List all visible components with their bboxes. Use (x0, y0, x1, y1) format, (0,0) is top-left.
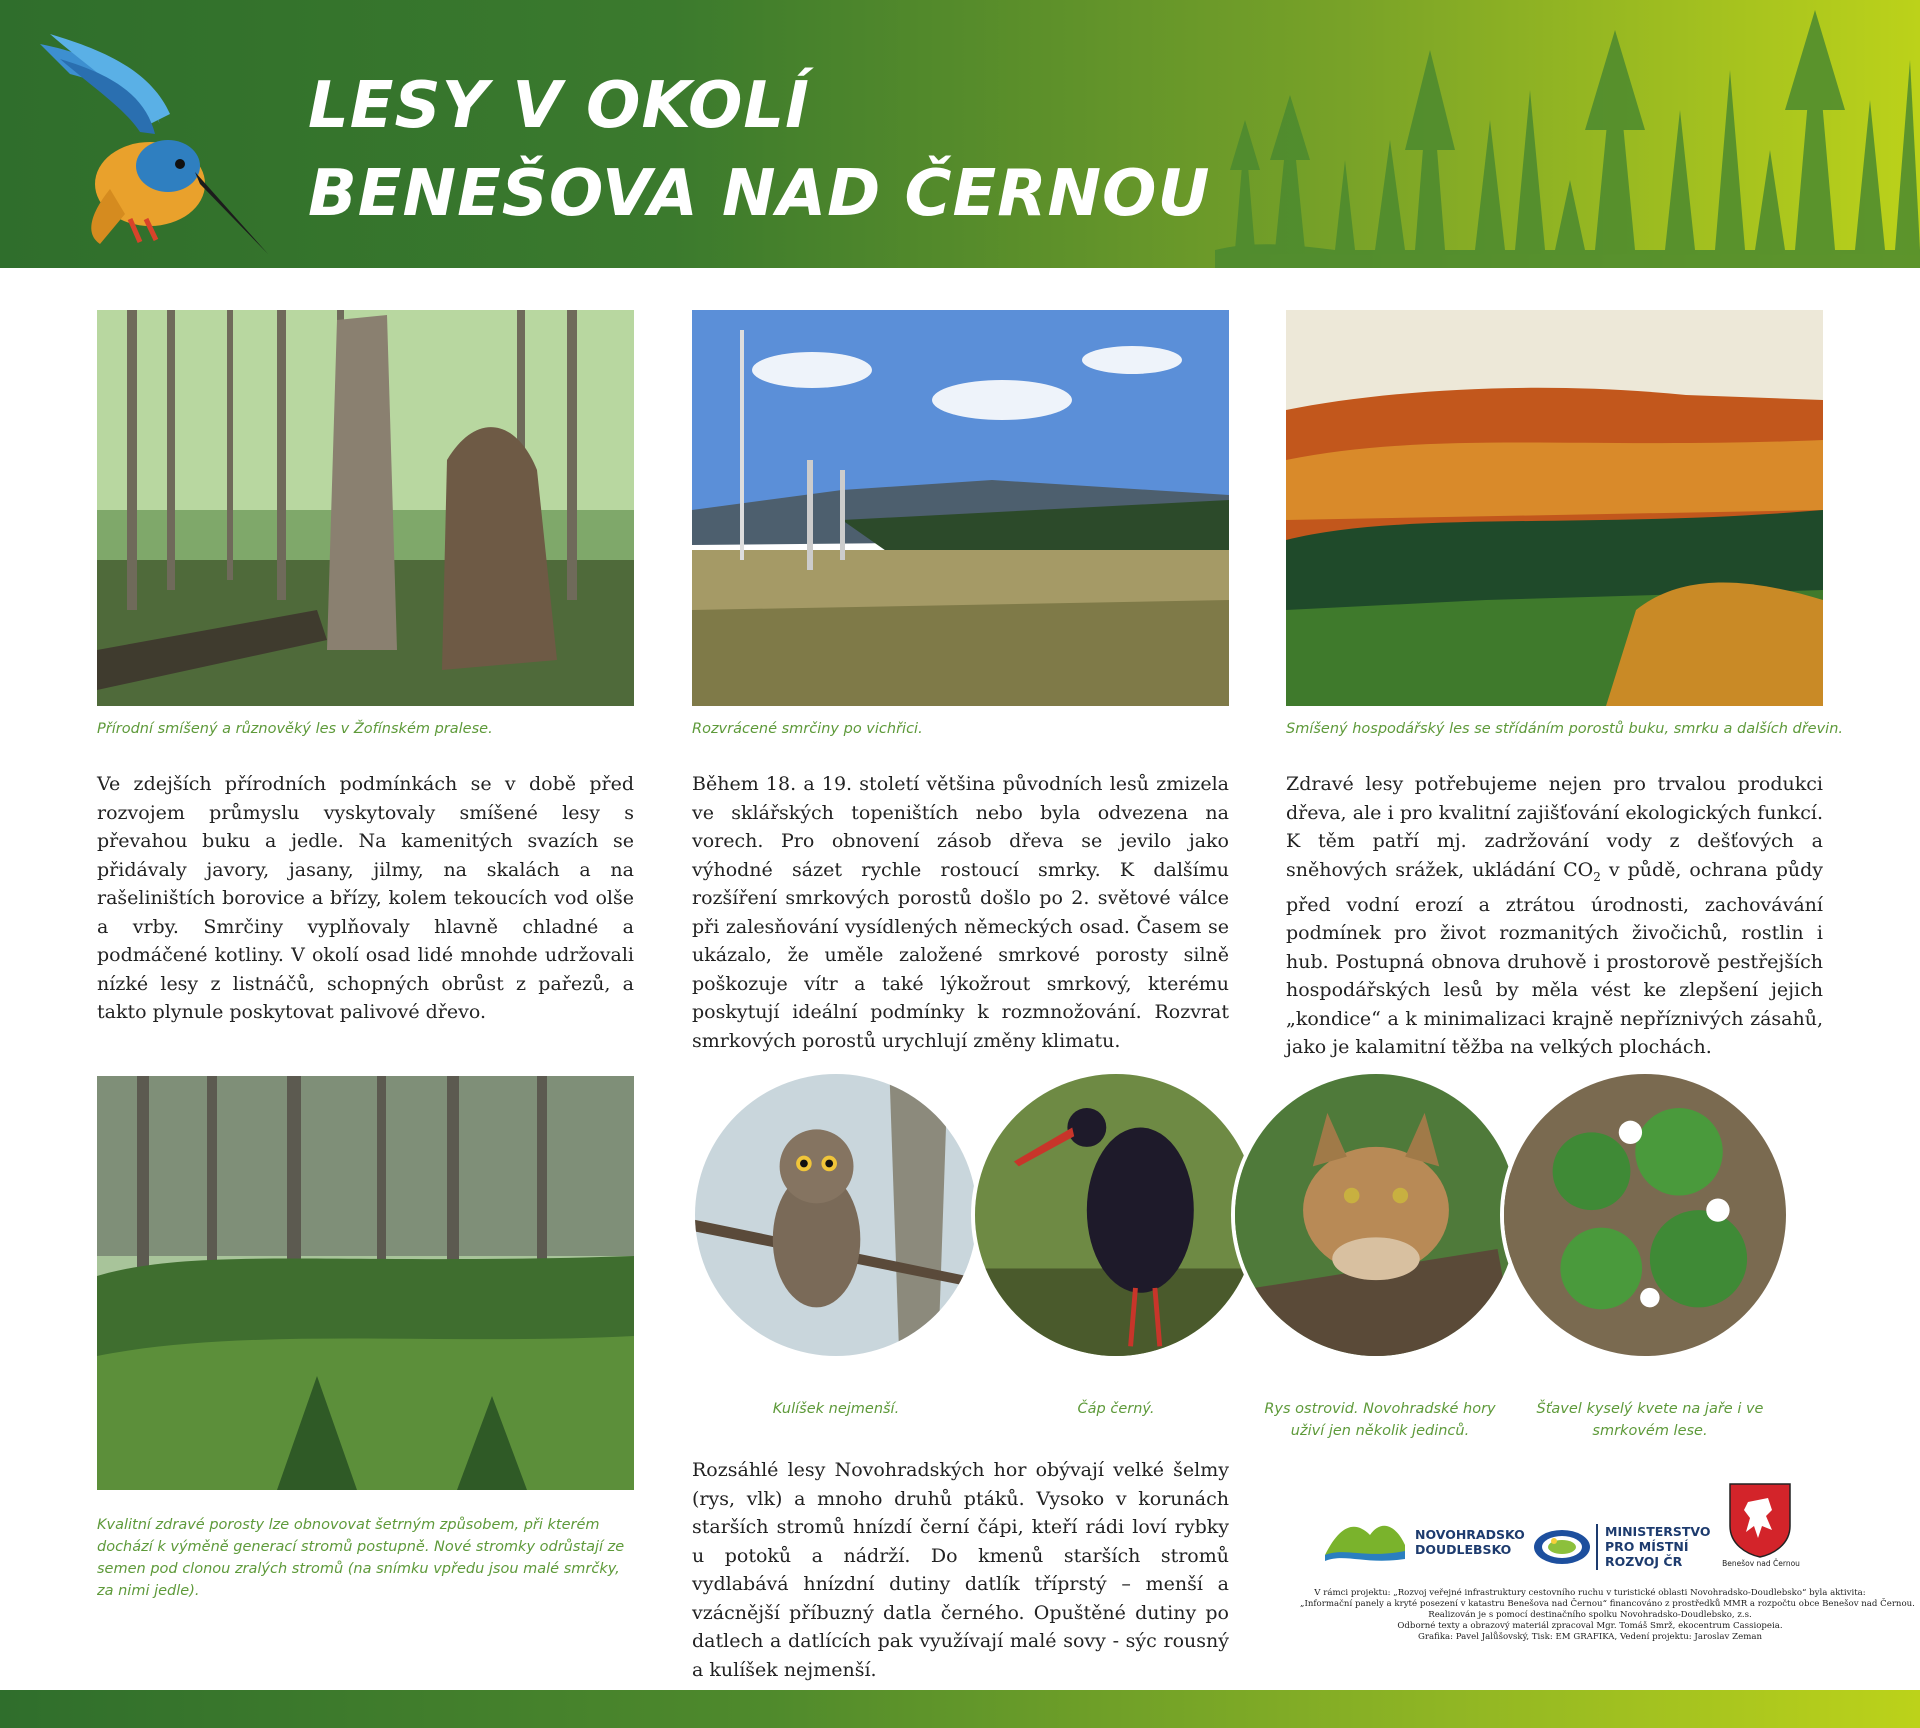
forest-regeneration-image (97, 1076, 634, 1490)
credits-line-1: V rámci projektu: „Rozvoj veřejné infrastruktury cestovního ruchu v turistické oblasti Novohradsko-Doudlebsko“ byla aktivita: (1314, 1588, 1866, 1598)
novohradsko-line2: DOUDLEBSKO (1415, 1542, 1512, 1557)
project-credits (1300, 1588, 1915, 1643)
credits-line-3: Realizován je s pomocí destinačního spolku Novohradsko-Doudlebsko, z.s. (1428, 1610, 1752, 1620)
credits-line-4: Odborné texty a obrazový materiál zpracoval Mgr. Tomáš Smrž, ekocentrum Cassiopeia. (1397, 1621, 1783, 1631)
novohradsko-logo-text (1415, 1527, 1525, 1557)
mmr-line2: PRO MÍSTNÍ (1605, 1539, 1689, 1554)
caption-windthrow: Rozvrácené smrčiny po vichřici. (692, 721, 923, 737)
photo-mixed-forest (1286, 310, 1823, 706)
lynx-photo-icon (1235, 1074, 1517, 1356)
mmr-logo-text (1605, 1524, 1711, 1569)
novohradsko-logo-icon (1325, 1515, 1405, 1565)
caption-mixed-forest: Smíšený hospodářský les se střídáním porostů buku, smrku a dalších dřevin. (1286, 721, 1844, 737)
primeval-forest-image (97, 310, 634, 706)
text-wildlife: Rozsáhlé lesy Novohradských hor obývají velké šelmy (rys, vlk) a mnoho druhů ptáků. Vysoko v korunách starších stromů hnízdí černí čápi, kteří rádi loví rybky u potoků a nádrží. Do kmenů starších stromů vydlabává hnízdní dutiny datlík tříprstý – menší a vzácnější příbuzný datla černého. Opuštěné dutiny po datlech a datlících pak využívají malé sovy - sýc rousný a kulíšek nejmenší. (692, 1459, 1229, 1681)
caption-regeneration: Kvalitní zdravé porosty lze obnovovat šetrným způsobem, při kterém dochází k výměně generací stromů postupně. Nové stromky odrůstají ze semen pod clonou zralých stromů (na snímku vpředu jsou malé smrčky, za nimi jedle). (97, 1517, 625, 1599)
novohradsko-line1: NOVOHRADSKO (1415, 1527, 1525, 1542)
mmr-line3: ROZVOJ ČR (1605, 1554, 1683, 1569)
text-healthy-forests-part1: Zdravé lesy potřebujeme nejen pro trvalou produkci dřeva, ale i pro kvalitní zajišťování ekologických funkcí. K těm patří mj. zadržování vody z dešťových a sněhových srážek, ukládání CO (1286, 773, 1823, 881)
co2-subscript: 2 (1593, 869, 1601, 884)
circle-lynx (1231, 1070, 1521, 1360)
caption-primeval-forest: Přírodní smíšený a různověký les v Žofínském pralese. (97, 721, 493, 737)
mmr-line1: MINISTERSTVO (1605, 1524, 1711, 1539)
caption-stork: Čáp černý. (1077, 1401, 1155, 1417)
circle-stork (971, 1070, 1261, 1360)
footer-bar (0, 1690, 1920, 1728)
caption-owl: Kulíšek nejmenší. (772, 1401, 900, 1417)
mmr-divider (1596, 1524, 1598, 1570)
mmr-logo-icon (1532, 1527, 1592, 1567)
black-stork-photo-icon (975, 1074, 1257, 1356)
windthrow-image (692, 310, 1229, 706)
photo-primeval-forest (97, 310, 634, 706)
credits-line-2: „Informační panely a kryté posezení v katastru Benešova nad Černou“ financováno z prostředků MMR a rozpočtu obce Benešov nad Černou. (1300, 1599, 1915, 1609)
kingfisher-icon (30, 14, 270, 264)
wood-sorrel-photo-icon (1504, 1074, 1786, 1356)
circle-sorrel (1500, 1070, 1790, 1360)
text-healthy-forests (1286, 770, 1823, 1062)
mixed-forest-image (1286, 310, 1823, 706)
text-natural-forests: Ve zdejších přírodních podmínkách se v době před rozvojem průmyslu vyskytovaly smíšené lesy s převahou buku a jedle. Na kamenitých svazích se přidávaly javory, jasany, jilmy, na skalách a na rašeliništích borovice a břízy, kolem tekoucích vod olše a vrby. Smrčiny vyplňovaly hlavně chladné a podmáčené kotliny. V okolí osad lidé mnohde udržovali nízké lesy z listnáčů, schopných obrůst z pařezů, a takto plynule poskytovat palivové dřevo. (97, 773, 634, 1023)
benesov-coat-of-arms-icon (1728, 1482, 1792, 1558)
owl-photo-icon (695, 1074, 977, 1356)
page-title (308, 62, 1210, 238)
circle-owl (691, 1070, 981, 1360)
town-label: Benešov nad Černou (1722, 1559, 1800, 1568)
photo-windthrow (692, 310, 1229, 706)
credits-line-5: Grafika: Pavel Jalůšovský, Tisk: EM GRAFIKA, Vedení projektu: Jaroslav Zeman (1417, 1632, 1763, 1642)
caption-lynx: Rys ostrovid. Novohradské hory uživí jen několik jedinců. (1264, 1401, 1496, 1439)
photo-regeneration (97, 1076, 634, 1490)
forest-silhouette-icon (1215, 0, 1920, 268)
title-line-1: LESY V OKOLÍ (308, 69, 810, 143)
text-spruce-history: Během 18. a 19. století většina původních lesů zmizela ve sklářských topeništích nebo byla odvezena na vorech. Pro obnovení zásob dřeva se jevilo jako výhodné sázet rychle rostoucí smrky. K dalšímu rozšíření smrkových porostů došlo po 2. světové válce při zalesňování vysídlených německých osad. Časem se ukázalo, že uměle založené smrkové porosty silně poškozuje vítr a také lýkožrout smrkový, kterému poskytují ideální podmínky k rozmnožování. Rozvrat smrkových porostů urychlují změny klimatu. (692, 773, 1229, 1052)
text-healthy-forests-part2: v půdě, ochrana půdy před vodní erozí a ztrátou úrodnosti, zachovávání podmínek pro život rozmanitých živočichů, rostlin i hub. Postupná obnova druhově i prostorově pestřejších hospodářských lesů by měla vést ke zlepšení jejich „kondice“ a k minimalizaci krajně nepříznivých zásahů, jako je kalamitní těžba na velkých plochách. (1286, 858, 1823, 1059)
header-banner (0, 0, 1920, 268)
caption-sorrel: Šťavel kyselý kvete na jaře i ve smrkovém lese. (1536, 1401, 1764, 1439)
title-line-2: BENEŠOVA NAD ČERNOU (308, 157, 1211, 231)
